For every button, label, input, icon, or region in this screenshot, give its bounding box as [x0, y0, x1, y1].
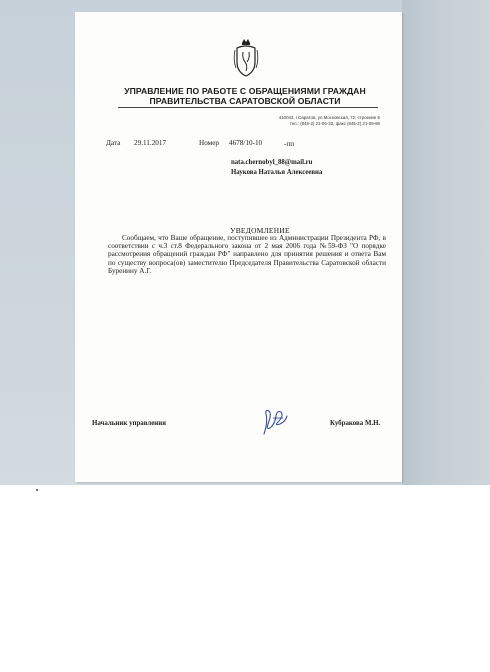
- signatory-position: Начальник управления: [92, 420, 166, 427]
- notice-title: УВЕДОМЛЕНИЕ: [230, 226, 290, 235]
- date-label: Дата: [106, 139, 121, 147]
- organization-name-line2: ПРАВИТЕЛЬСТВА САРАТОВСКОЙ ОБЛАСТИ: [149, 96, 341, 106]
- organization-name-line1: УПРАВЛЕНИЕ ПО РАБОТЕ С ОБРАЩЕНИЯМИ ГРАЖДАН: [124, 86, 366, 96]
- scanner-edge-shadow: [402, 0, 490, 485]
- date-value: 29.11.2017: [134, 139, 167, 147]
- phone-fax-line: тел.: (845-2) 21-06-32, факс (845-2) 21-09-86: [289, 121, 380, 126]
- recipient-email: nata.chernobyl_88@mail.ru: [231, 159, 313, 166]
- recipient-name: Наукова Наталья Алексеевна: [231, 169, 323, 176]
- number-value: 4678/10-10: [229, 139, 263, 147]
- address-line: 410042, г.Саратов, ул.Московская, 72, строение 6: [278, 115, 380, 120]
- number-suffix: -пп: [284, 140, 295, 148]
- letterhead-divider: [118, 107, 378, 108]
- coat-of-arms-icon: [233, 38, 259, 82]
- signatory-name: Кубракова М.Н.: [330, 420, 381, 427]
- number-label: Номер: [199, 139, 219, 147]
- notice-body: Сообщаем, что Ваше обращение, поступившее из Администрации Президента РФ, в соответствии с ч.3 ст.8 Федерального закона от 2 мая 2006 года №59-ФЗ "О порядке рассмотрения обращений граждан РФ" направлено для принятия решения и ответа Вам по существу вопроса(ов) заместителю Председателя Правительства Саратовской области Буренину А.Г.: [108, 234, 386, 275]
- scan-speck: [36, 489, 38, 491]
- handwritten-signature: [256, 404, 292, 438]
